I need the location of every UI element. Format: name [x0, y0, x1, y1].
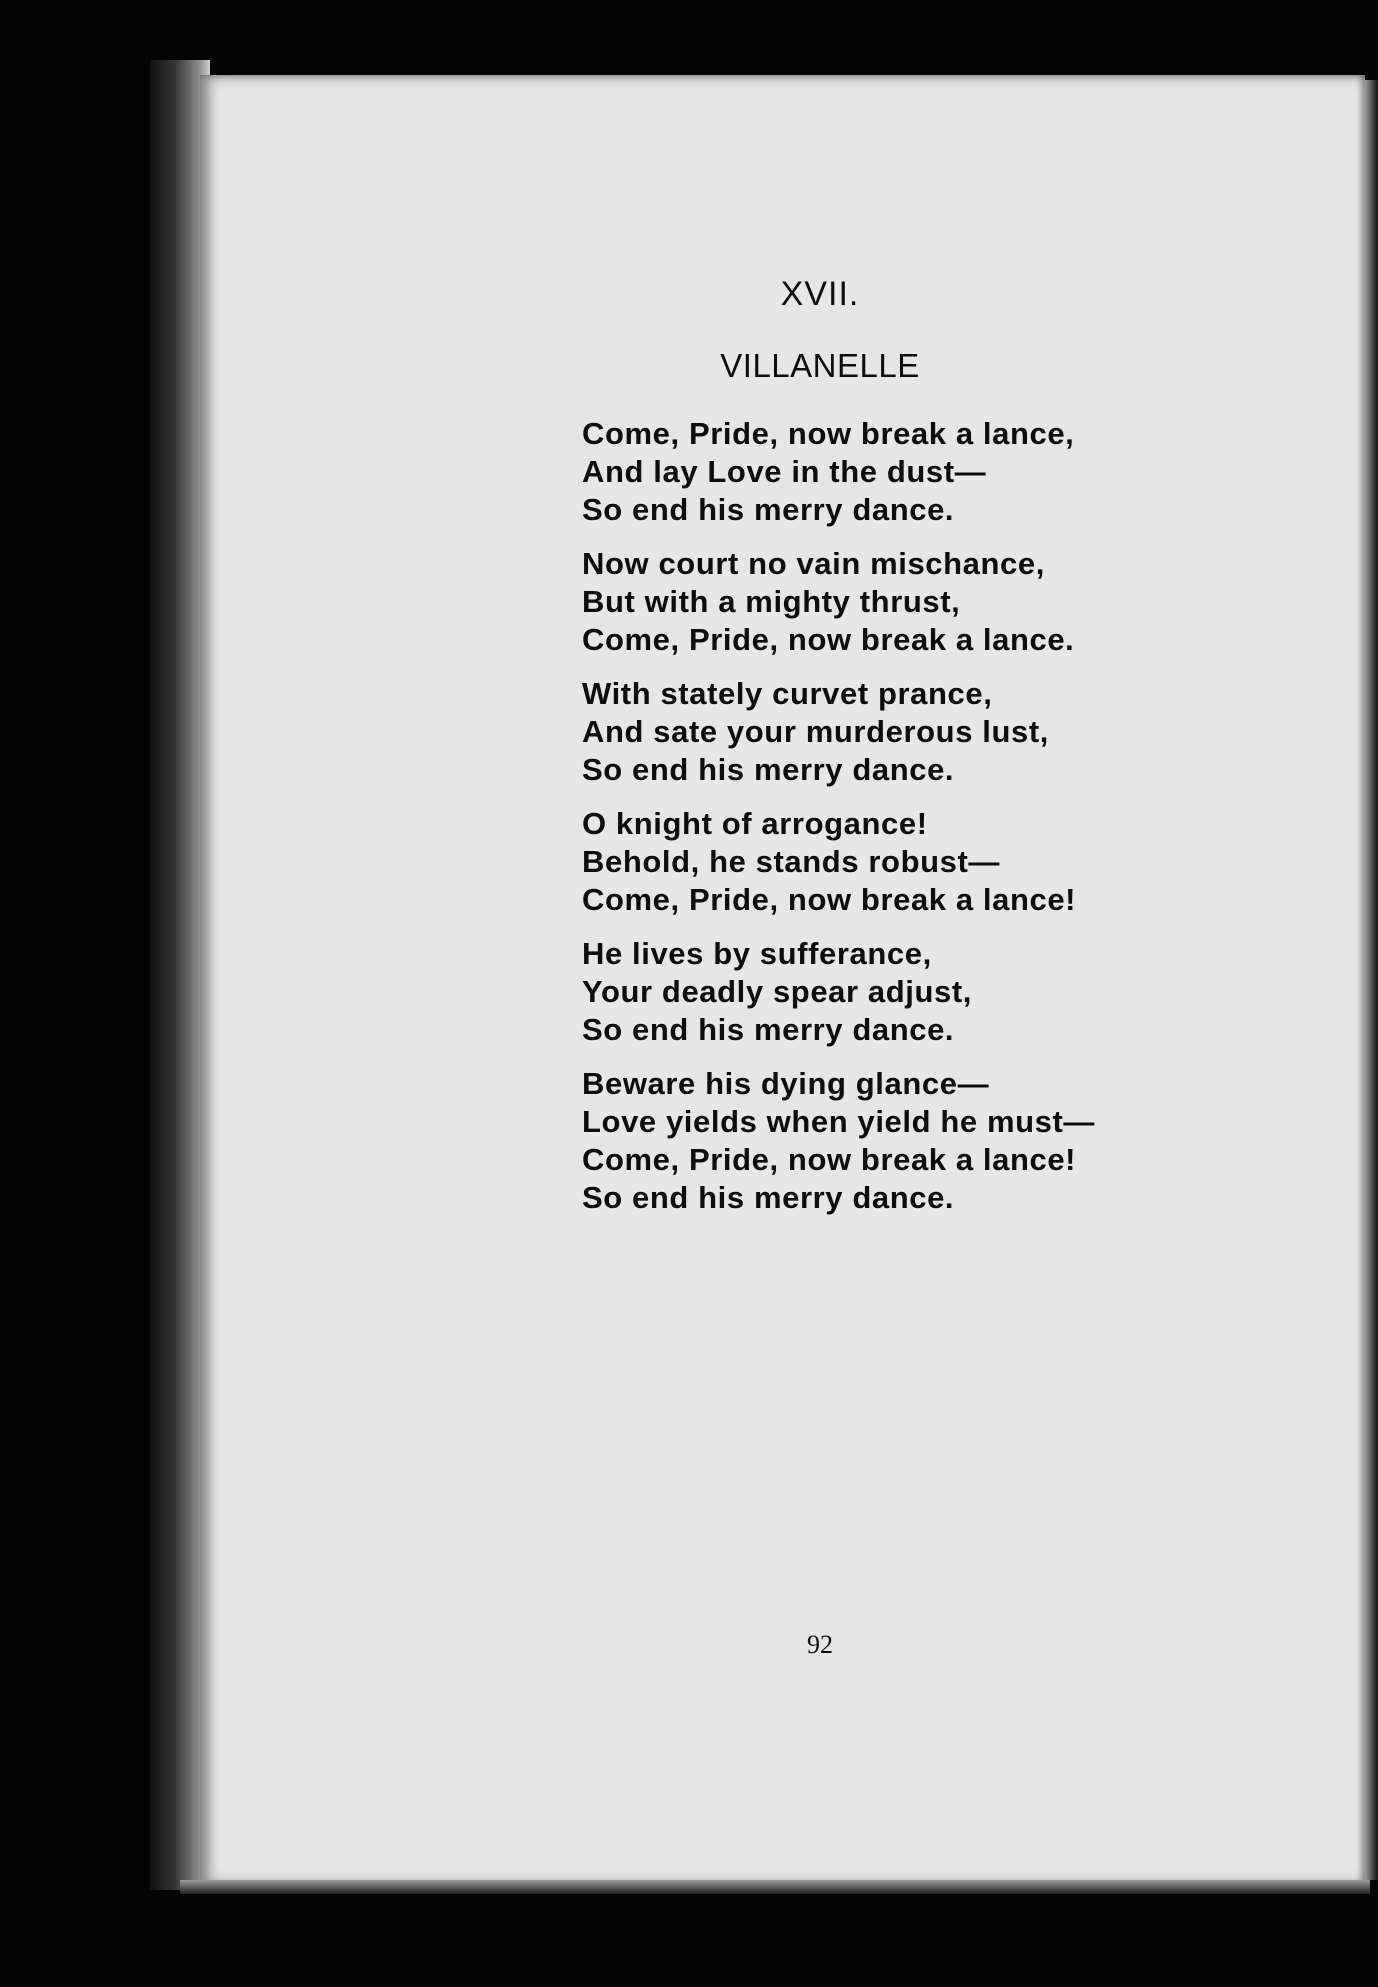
- poem-line: Come, Pride, now break a lance!: [582, 1142, 1077, 1177]
- stanza-5: [582, 935, 1302, 1049]
- poem-line: Behold, he stands robust—: [582, 844, 1001, 879]
- chapter-number: XVII.: [780, 275, 860, 313]
- stanza-1: [582, 415, 1302, 529]
- page-text: [200, 75, 1365, 1885]
- poem-body: [582, 415, 1302, 1233]
- poem-line: So end his merry dance.: [582, 752, 955, 787]
- poem-line: O knight of arrogance!: [582, 806, 928, 841]
- poem-line: He lives by sufferance,: [582, 936, 932, 971]
- poem-line: With stately curvet prance,: [582, 676, 993, 711]
- stanza-3: [582, 675, 1302, 789]
- stanza-2: [582, 545, 1302, 659]
- page-bottom-edge: [180, 1880, 1370, 1894]
- stanza-4: [582, 805, 1302, 919]
- poem-line: And sate your murderous lust,: [582, 714, 1049, 749]
- poem-line: Now court no vain mischance,: [582, 546, 1045, 581]
- poem-line: So end his merry dance.: [582, 1012, 955, 1047]
- poem-line: Come, Pride, now break a lance!: [582, 882, 1077, 917]
- poem-line: Beware his dying glance—: [582, 1066, 990, 1101]
- stanza-6: [582, 1065, 1302, 1217]
- poem-line: Love yields when yield he must—: [582, 1104, 1096, 1139]
- poem-title: VILLANELLE: [720, 347, 920, 384]
- book-page: [200, 75, 1365, 1885]
- poem-line: So end his merry dance.: [582, 492, 955, 527]
- poem-line: And lay Love in the dust—: [582, 454, 987, 489]
- poem-line: Come, Pride, now break a lance.: [582, 622, 1075, 657]
- poem-line: But with a mighty thrust,: [582, 584, 961, 619]
- poem-line: Your deadly spear adjust,: [582, 974, 972, 1009]
- poem-line: Come, Pride, now break a lance,: [582, 416, 1075, 451]
- poem-line: So end his merry dance.: [582, 1180, 955, 1215]
- page-number: 92: [807, 1630, 833, 1659]
